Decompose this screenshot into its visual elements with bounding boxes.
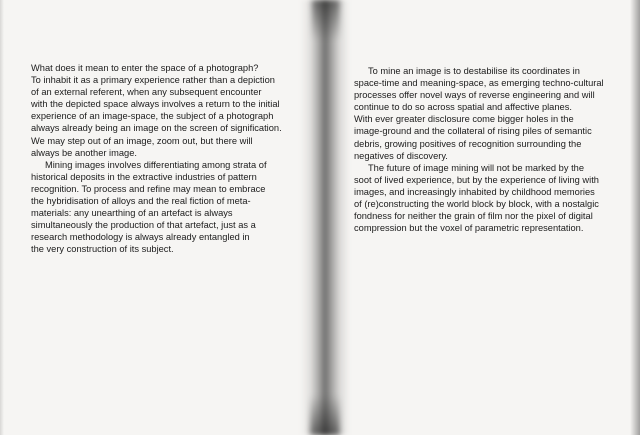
gutter-shadow-top — [312, 0, 340, 40]
text-line: With ever greater disclosure come bigger holes in the — [354, 114, 574, 125]
text-line: the very construction of its subject. — [31, 244, 174, 255]
text-line: To mine an image is to destabilise its coordinates in — [368, 66, 580, 76]
text-line: To inhabit it as a primary experience rather than a depiction — [31, 75, 275, 86]
text-line: images, and increasingly inhabited by childhood memories — [354, 186, 595, 197]
right-page-text-column — [354, 65, 624, 234]
text-line: image-ground and the collateral of rising piles of semantic — [354, 126, 592, 137]
left-page-text-column — [31, 62, 293, 256]
text-line: The future of image mining will not be marked by the — [368, 162, 585, 173]
text-line: always already being an image on the screen of signification. — [31, 123, 282, 134]
text-line: simultaneously the production of that artefact, just as a — [31, 220, 256, 231]
text-line: with the depicted space always involves a return to the initial — [31, 99, 280, 110]
text-line: soot of lived experience, but by the experience of living with — [354, 174, 599, 185]
text-line: materials: any unearthing of an artefact is always — [31, 208, 233, 219]
text-line: fondness for neither the grain of film nor the pixel of digital — [354, 211, 593, 222]
text-line: the hybridisation of alloys and the real fiction of meta- — [31, 196, 251, 207]
left-page — [0, 0, 310, 435]
right-page-edge — [630, 0, 640, 435]
text-line: always be another image. — [31, 147, 137, 158]
text-line: experience of an image-space, the subject of a photograph — [31, 111, 274, 122]
text-line: of (re)constructing the world block by block, with a nostalgic — [354, 199, 599, 210]
text-line: Mining images involves differentiating among strata of — [45, 159, 267, 170]
gutter-shadow-bottom — [310, 395, 340, 435]
text-line: What does it mean to enter the space of a photograph? — [31, 63, 259, 73]
text-line: continue to do so across spatial and affective planes. — [354, 102, 572, 113]
text-line: of an external referent, when any subsequent encounter — [31, 87, 262, 98]
text-line: space-time and meaning-space, as emerging techno-cultural — [354, 78, 604, 89]
text-line: negatives of discovery. — [354, 150, 448, 161]
text-line: debris, growing positives of recognition surrounding the — [354, 138, 582, 149]
text-line: recognition. To process and refine may mean to embrace — [31, 183, 266, 194]
text-line: processes offer novel ways of reverse engineering and will — [354, 90, 595, 101]
text-line: compression but the voxel of parametric representation. — [354, 223, 584, 234]
text-line: historical deposits in the extractive industries of pattern — [31, 171, 257, 182]
text-line: We may step out of an image, zoom out, but there will — [31, 135, 253, 146]
text-line: research methodology is always already entangled in — [31, 232, 250, 243]
book-gutter-shadow — [300, 0, 350, 435]
right-page — [340, 0, 640, 435]
